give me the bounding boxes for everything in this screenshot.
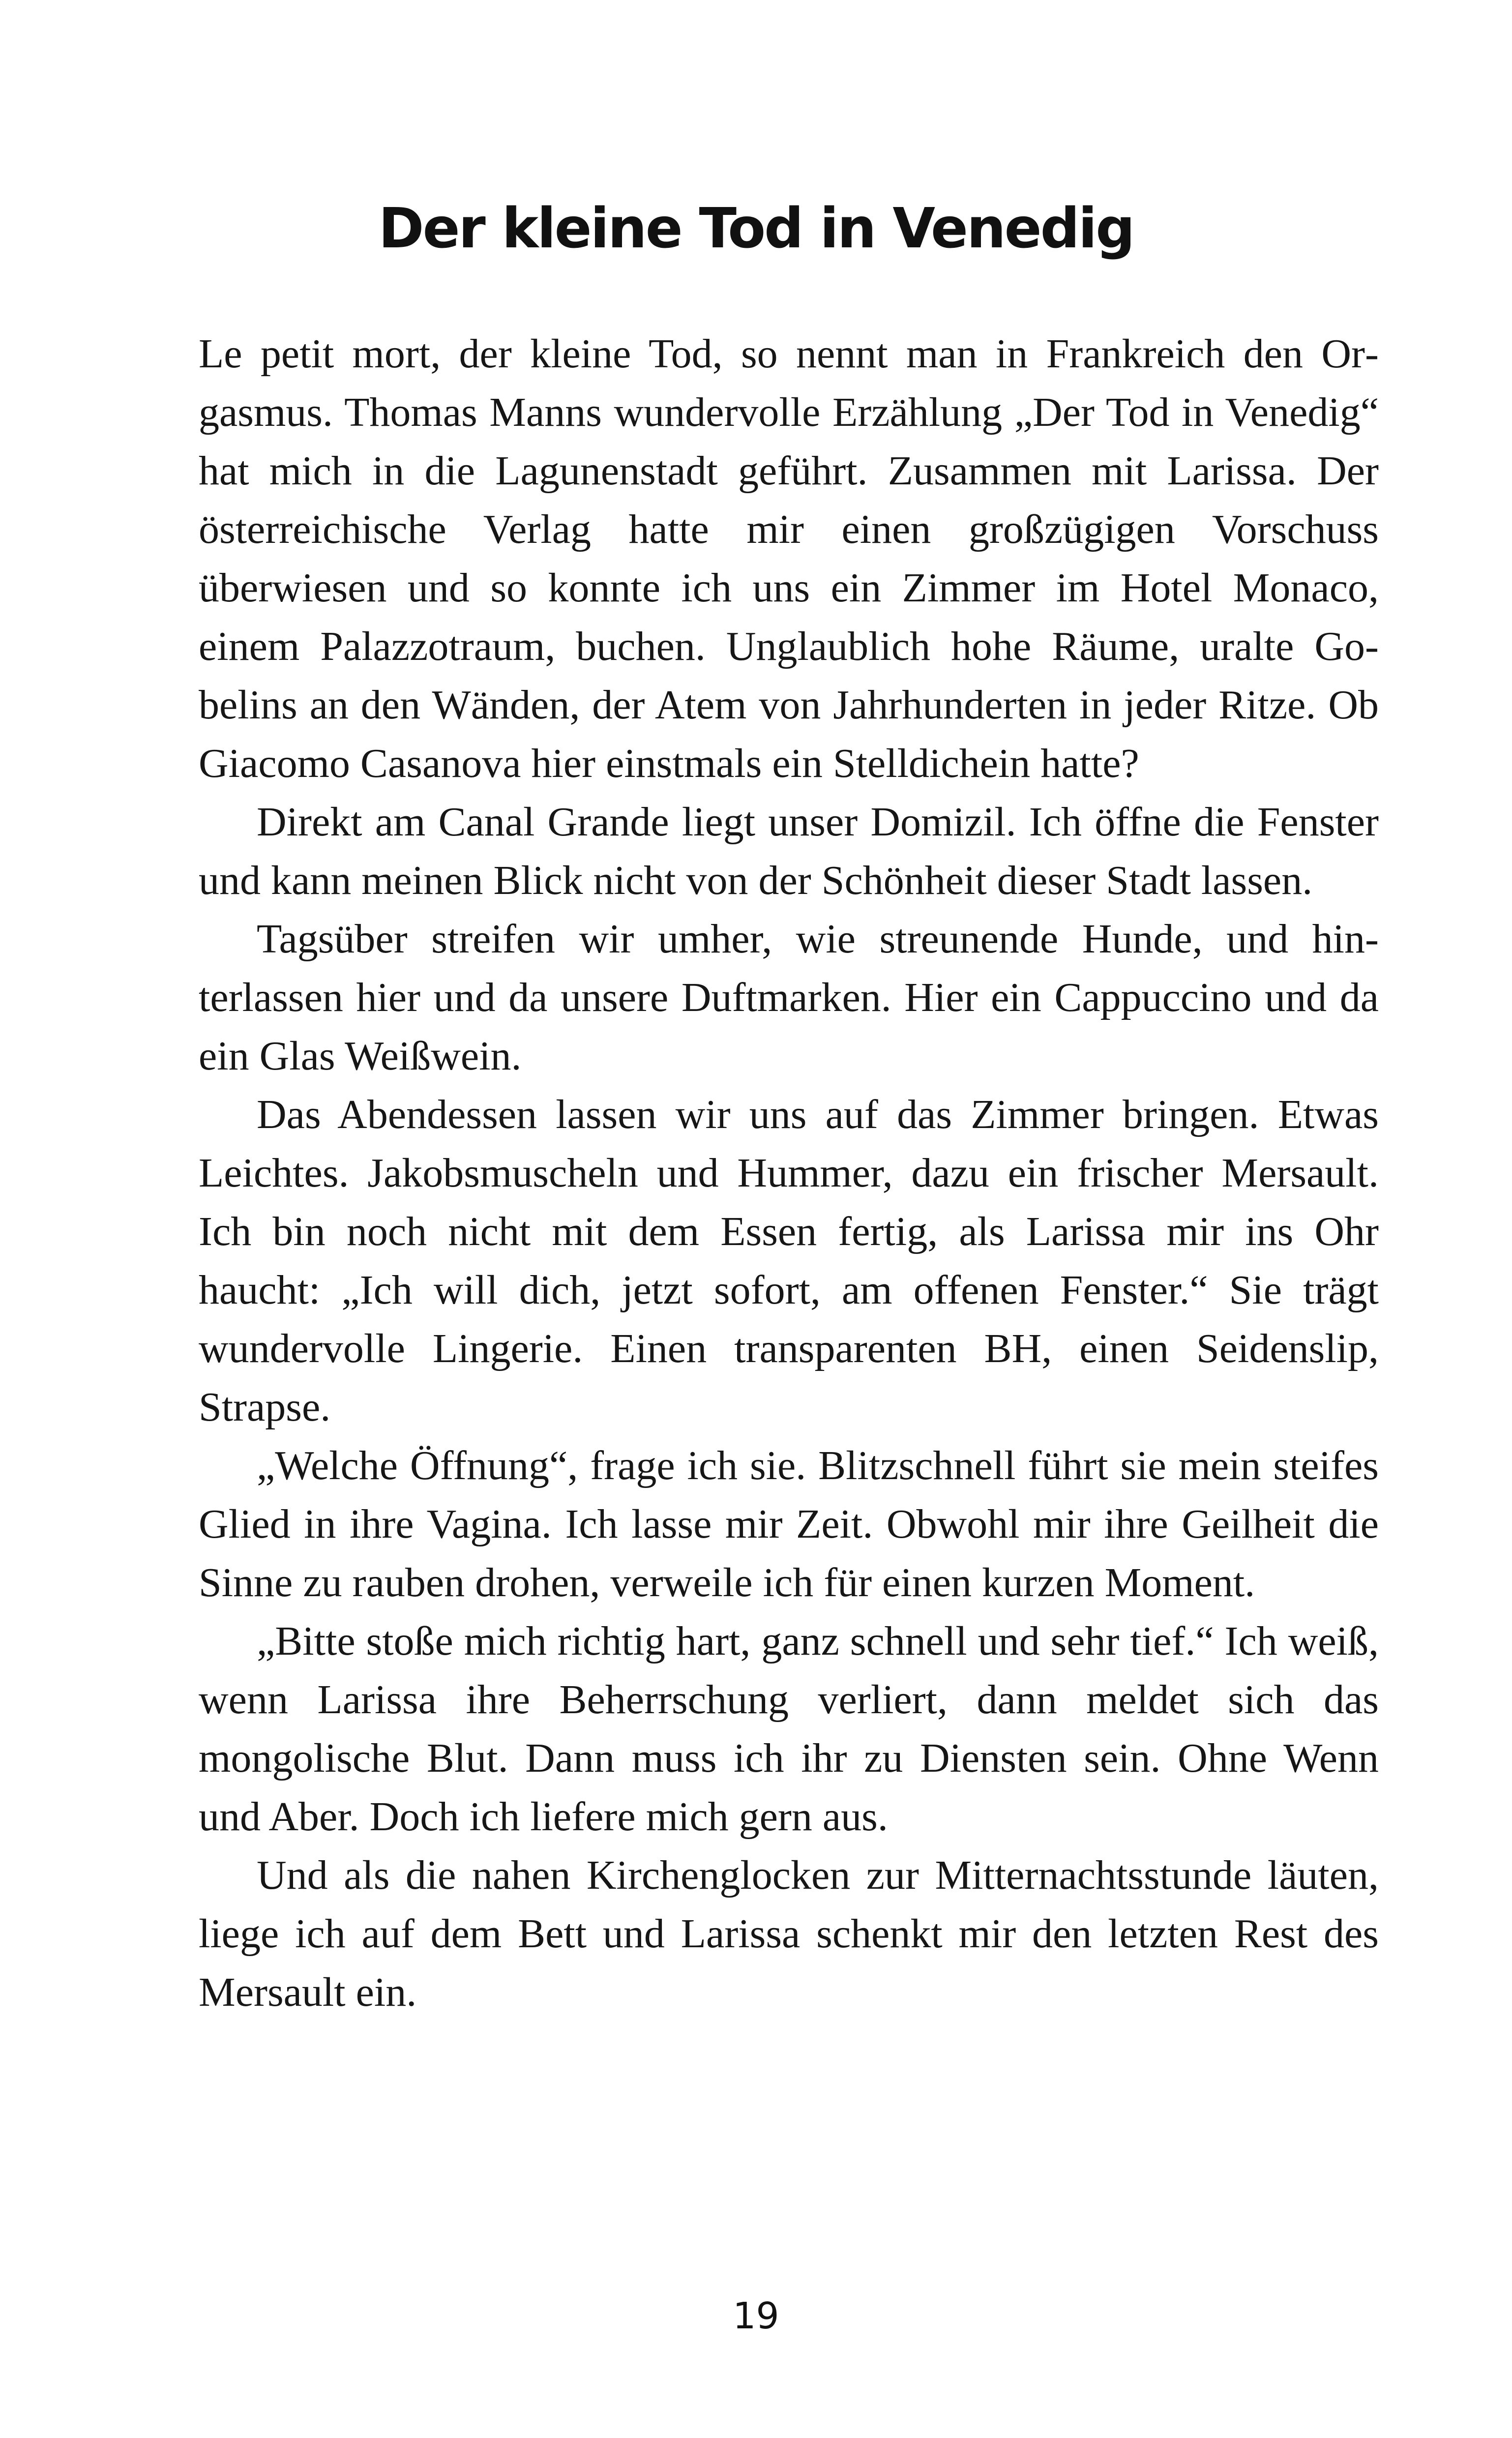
chapter-body bbox=[199, 325, 1379, 2022]
paragraph: Le petit mort, der kleine Tod, so nennt man in Frankreich den Orgasmus. Thomas Manns wundervolle Erzählung „Der Tod in Venedig“ hat mich in die Lagunenstadt geführt. Zusammen mit Larissa. Der österreichische Verlag hatte mir einen großzügigen Vorschuss überwiesen und so konnte ich uns ein Zimmer im Hotel Monaco, einem Palazzotraum, buchen. Unglaublich hohe Räume, uralte Gobelins an den Wänden, der Atem von Jahrhunderten in jeder Ritze. Ob Giacomo Casanova hier einstmals ein Stelldichein hatte? bbox=[199, 331, 1379, 786]
paragraph: Das Abendessen lassen wir uns auf das Zimmer bringen. Etwas Leichtes. Jakobsmuscheln und Hummer, dazu ein frischer Mersault. Ich bin noch nicht mit dem Essen fertig, als Larissa mir ins Ohr haucht: „Ich will dich, jetzt sofort, am offenen Fenster.“ Sie trägt wundervolle Lingerie. Einen transparenten BH, einen Seidenslip, Strapse. bbox=[199, 1092, 1379, 1430]
paragraph: Direkt am Canal Grande liegt unser Domizil. Ich öffne die Fenster und kann meinen Blick nicht von der Schönheit dieser Stadt lassen. bbox=[199, 799, 1379, 903]
paragraph: „Bitte stoße mich richtig hart, ganz schnell und sehr tief.“ Ich weiß, wenn Larissa ihre Beherrschung verliert, dann meldet sich das mongolische Blut. Dann muss ich ihr zu Diensten sein. Ohne Wenn und Aber. Doch ich liefere mich gern aus. bbox=[199, 1618, 1379, 1840]
paragraph: Tagsüber streifen wir umher, wie streunende Hunde, und hinterlassen hier und da unsere Duftmarken. Hier ein Cappuccino und da ein Glas Weißwein. bbox=[199, 916, 1379, 1079]
chapter-title: Der kleine Tod in Venedig bbox=[378, 197, 1134, 261]
paragraph: Und als die nahen Kirchenglocken zur Mitternachtsstunde läuten, liege ich auf dem Bett und Larissa schenkt mir den letzten Rest des Mersault ein. bbox=[199, 1852, 1379, 2015]
page-number: 19 bbox=[733, 2295, 779, 2337]
paragraph: „Welche Öffnung“, frage ich sie. Blitzschnell führt sie mein steifes Glied in ihre Vagina. Ich lasse mir Zeit. Obwohl mir ihre Geilheit die Sinne zu rauben drohen, verweile ich für einen kurzen Moment. bbox=[199, 1443, 1379, 1606]
